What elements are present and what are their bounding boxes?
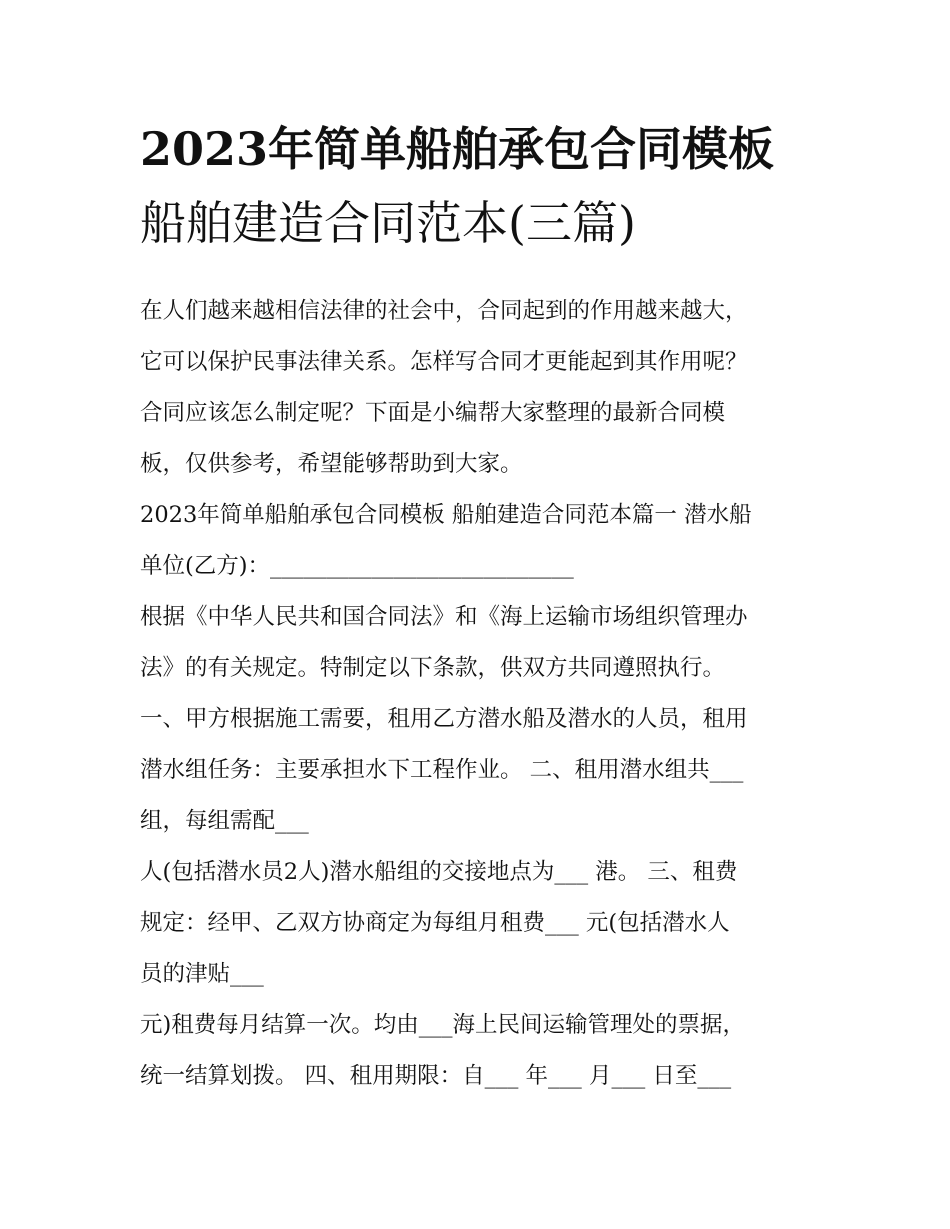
text-line: 规定：经甲、乙双方协商定为每组月租费___ 元(包括潜水人 xyxy=(140,910,730,936)
document-content xyxy=(140,112,815,1102)
text-line: 单位(乙方)：___________________________ xyxy=(140,553,574,579)
text-line: 板，仅供参考，希望能够帮助到大家。 xyxy=(140,451,523,477)
text-line: 元)租费每月结算一次。均由___海上民间运输管理处的票据， xyxy=(140,1012,746,1038)
text-line: 法》的有关规定。特制定以下条款，供双方共同遵照执行。 xyxy=(140,655,726,681)
text-line: 合同应该怎么制定呢？下面是小编帮大家整理的最新合同模 xyxy=(140,400,726,426)
text-line: 员的津贴___ xyxy=(140,961,264,987)
text-line: 人(包括潜水员2人)潜水船组的交接地点为___ 港。 三、租费 xyxy=(140,859,738,885)
document-title xyxy=(140,112,815,260)
text-line: 潜水组任务：主要承担水下工程作业。 二、租用潜水组共___ xyxy=(140,757,744,783)
text-line: 组，每组需配___ xyxy=(140,808,309,834)
title-line-2: 船舶建造合同范本(三篇) xyxy=(140,196,636,250)
text-line: 一、甲方根据施工需要，租用乙方潜水船及潜水的人员，租用 xyxy=(140,706,748,732)
text-line: 统一结算划拨。 四、租用期限：自___ 年___ 月___ 日至___ xyxy=(140,1063,732,1089)
text-line: 它可以保护民事法律关系。怎样写合同才更能起到其作用呢？ xyxy=(140,349,748,375)
text-line: 在人们越来越相信法律的社会中，合同起到的作用越来越大， xyxy=(140,298,748,324)
title-line-1: 2023年简单船舶承包合同模板 xyxy=(140,122,775,176)
text-line: 根据《中华人民共和国合同法》和《海上运输市场组织管理办 xyxy=(140,604,748,630)
body-text xyxy=(140,286,815,1102)
text-line: 2023年简单船舶承包合同模板 船舶建造合同范本篇一 潜水船 xyxy=(140,502,752,528)
